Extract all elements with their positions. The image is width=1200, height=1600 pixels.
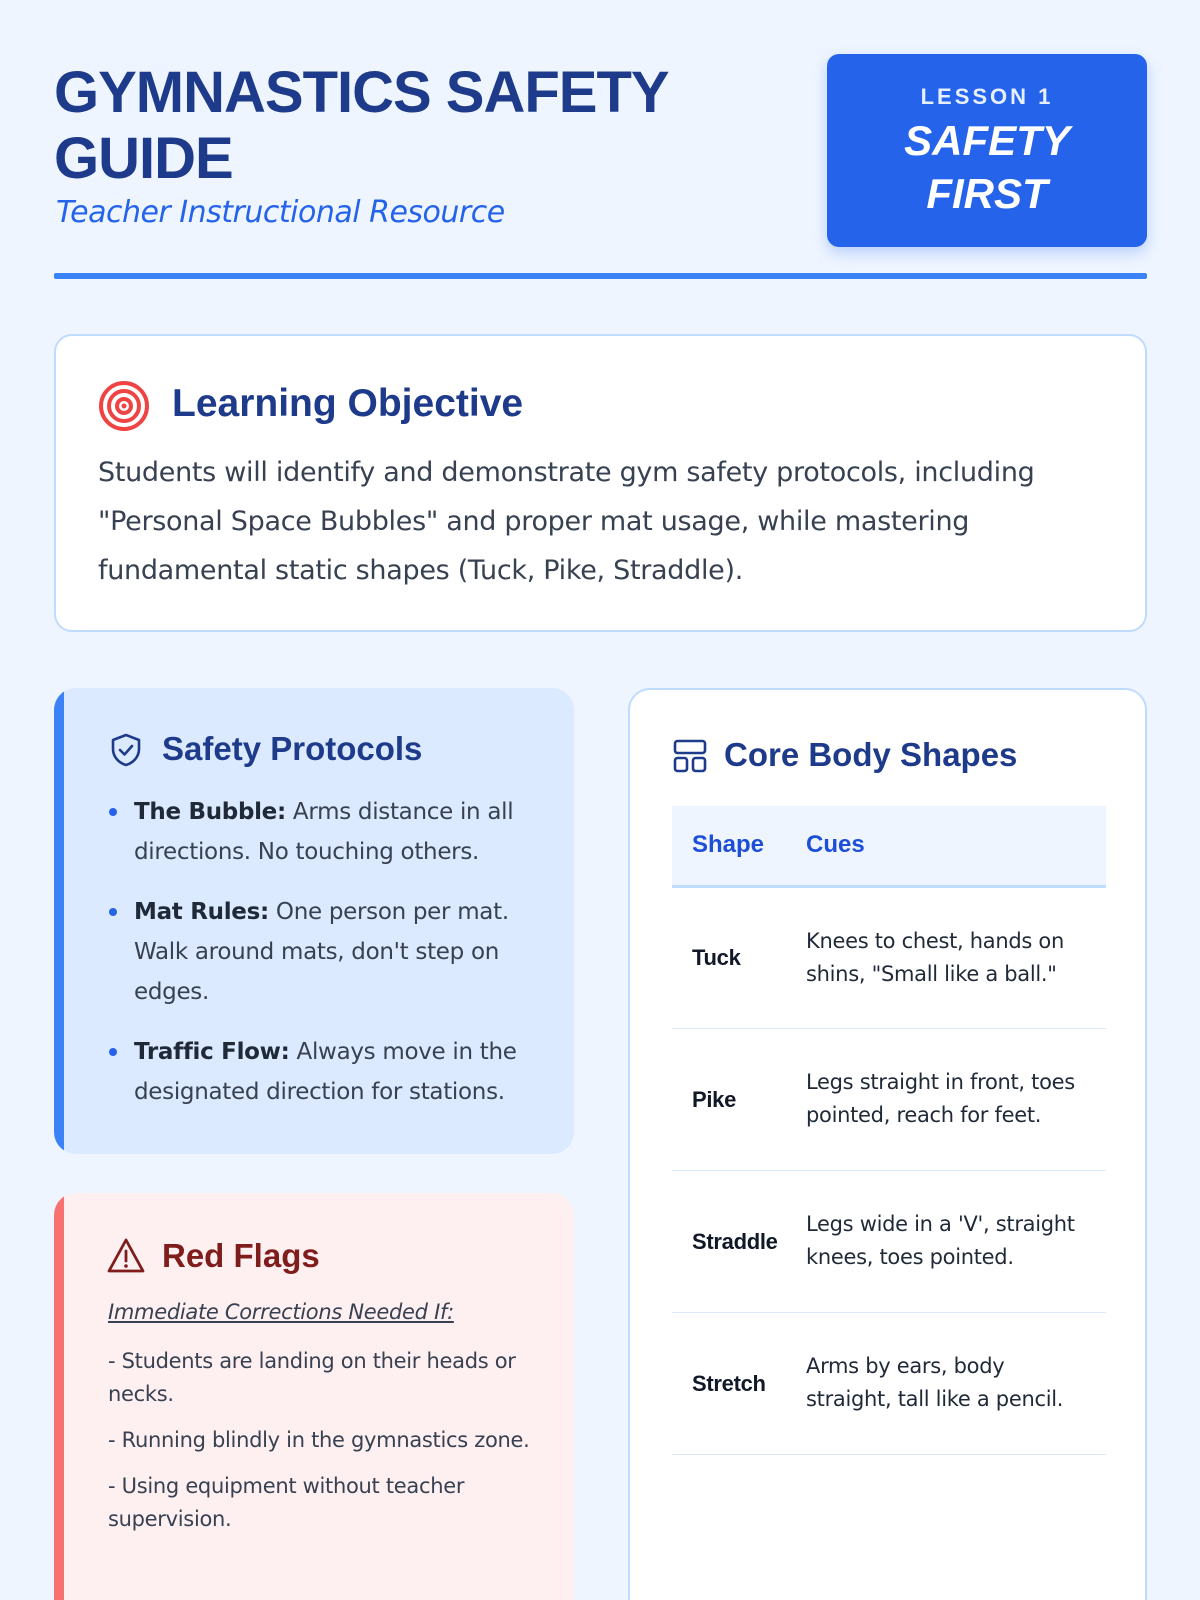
safety-item-traffic-flow — [134, 1032, 554, 1112]
safety-protocols-card — [54, 688, 574, 1154]
red-flags-card — [54, 1193, 574, 1600]
shape-cue: Legs wide in a 'V', straight knees, toes pointed. — [806, 1170, 1106, 1312]
red-flag-item: - Using equipment without teacher supervision. — [108, 1474, 465, 1531]
safety-item-term: The Bubble: — [134, 799, 286, 825]
red-flags-list — [108, 1345, 548, 1549]
safety-item-text: One person per mat. Walk around mats, don't step on edges. — [134, 899, 509, 1005]
lesson-badge — [827, 54, 1147, 247]
shape-cue: Knees to chest, hands on shins, "Small like a ball." — [806, 886, 1106, 1028]
safety-item-mat-rules — [134, 892, 554, 1012]
learning-objective-card — [54, 334, 1147, 632]
red-flags-intro: Immediate Corrections Needed If: — [108, 1300, 454, 1324]
safety-item-text: Always move in the designated direction for stations. — [134, 1039, 517, 1105]
header-divider — [54, 273, 1147, 279]
red-flag-item: - Running blindly in the gymnastics zone. — [108, 1428, 530, 1452]
objective-text: Students will identify and demonstrate gym safety protocols, including "Personal Space Bubbles" and proper mat usage, while mastering fundamental static shapes (Tuck, Pike, Straddle). — [98, 457, 1035, 586]
shape-cue: Arms by ears, body straight, tall like a pencil. — [806, 1312, 1106, 1454]
objective-heading: Learning Objective — [172, 382, 524, 425]
layout-icon — [672, 738, 708, 774]
column-header-cues: Cues — [806, 806, 1106, 886]
safety-item-text: Arms distance in all directions. No touching others. — [134, 799, 514, 865]
red-flag-item: - Students are landing on their heads or necks. — [108, 1349, 516, 1406]
shield-check-icon — [108, 732, 144, 768]
red-flags-heading: Red Flags — [162, 1237, 320, 1274]
page-subtitle: Teacher Instructional Resource — [56, 195, 505, 230]
safety-item-bubble — [134, 792, 554, 872]
table-row — [672, 1312, 1106, 1454]
shape-name: Stretch — [672, 1312, 806, 1454]
shape-name: Pike — [672, 1028, 806, 1170]
shape-name: Tuck — [672, 886, 806, 1028]
table-header-row — [672, 806, 1106, 886]
lesson-label: LESSON 1 — [920, 84, 1054, 109]
shape-cue: Legs straight in front, toes pointed, reach for feet. — [806, 1028, 1106, 1170]
column-header-shape: Shape — [672, 806, 806, 886]
safety-item-term: Traffic Flow: — [134, 1039, 290, 1065]
table-row — [672, 1028, 1106, 1170]
page-title: GYMNASTICS SAFETY GUIDE — [54, 60, 668, 191]
table-row — [672, 886, 1106, 1028]
safety-item-term: Mat Rules: — [134, 899, 269, 925]
core-body-shapes-card — [628, 688, 1147, 1600]
shapes-heading: Core Body Shapes — [724, 736, 1018, 773]
table-row — [672, 1170, 1106, 1312]
lesson-name: SAFETY FIRST — [904, 117, 1070, 217]
safety-heading: Safety Protocols — [162, 730, 423, 767]
target-icon — [98, 380, 150, 432]
safety-list — [134, 792, 554, 1132]
shape-name: Straddle — [672, 1170, 806, 1312]
shapes-table — [672, 806, 1106, 1455]
warning-icon — [106, 1237, 146, 1275]
